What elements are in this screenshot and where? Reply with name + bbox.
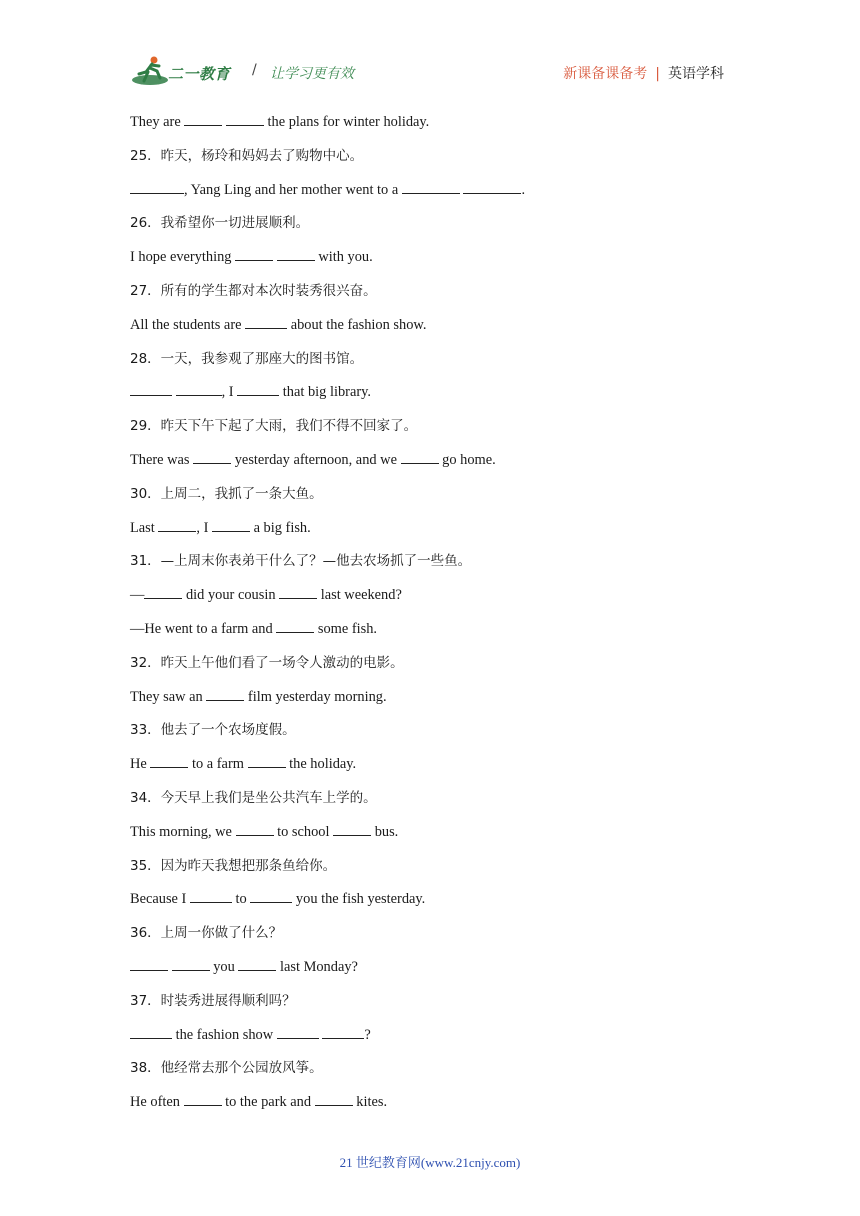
answer-blank[interactable] — [130, 381, 172, 396]
answer-blank[interactable] — [172, 956, 210, 971]
answer-sentence — [130, 581, 750, 615]
answer-blank[interactable] — [237, 381, 279, 396]
sentence-text: All the students are — [130, 316, 246, 333]
sentence-text: 28．一天，我参观了那座大的图书馆。 — [130, 350, 364, 367]
question-prompt — [130, 547, 750, 581]
question-prompt — [130, 649, 750, 683]
sentence-text: 34．今天早上我们是坐公共汽车上学的。 — [130, 789, 377, 806]
answer-blank[interactable] — [150, 753, 188, 768]
answer-sentence — [130, 378, 750, 412]
sentence-text: the plans for winter holiday. — [263, 114, 430, 130]
answer-blank[interactable] — [402, 179, 460, 194]
sentence-text: some fish. — [314, 620, 378, 637]
answer-blank[interactable] — [322, 1024, 364, 1039]
answer-blank[interactable] — [463, 179, 521, 194]
answer-blank[interactable] — [130, 956, 168, 971]
answer-blank[interactable] — [245, 314, 287, 329]
answer-sentence — [130, 176, 750, 210]
sentence-text: that big library. — [279, 384, 371, 401]
sentence-text: —He went to a farm and — [130, 620, 277, 637]
sentence-text: the fashion show — [172, 1026, 277, 1043]
sentence-text: Because I — [130, 891, 190, 908]
sentence-text: last Monday? — [276, 958, 358, 975]
answer-sentence — [130, 108, 750, 142]
sentence-text: 27．所有的学生都对本次时装秀很兴奋。 — [130, 282, 377, 299]
exercise-content — [130, 108, 750, 1122]
sentence-text: go home. — [438, 451, 496, 468]
sentence-text: 31．—上周末你表弟干什么了？—他去农场抓了一些鱼。 — [130, 553, 472, 570]
question-prompt — [130, 209, 750, 243]
header-slogan: 让学习更有效 — [270, 66, 354, 82]
question-prompt — [130, 852, 750, 886]
answer-sentence — [130, 1088, 750, 1122]
sentence-text: 35．因为昨天我想把那条鱼给你。 — [130, 857, 337, 874]
answer-sentence — [130, 446, 750, 480]
sentence-text: This morning, we — [130, 823, 236, 840]
answer-blank[interactable] — [176, 381, 222, 396]
answer-blank[interactable] — [193, 449, 231, 464]
sentence-text: last weekend? — [317, 587, 402, 604]
question-prompt — [130, 412, 750, 446]
sentence-text: , I — [221, 384, 238, 401]
sentence-text: the holiday. — [285, 756, 357, 773]
sentence-text: — — [130, 587, 145, 604]
sentence-text: They are — [130, 114, 185, 130]
answer-sentence — [130, 953, 750, 987]
answer-blank[interactable] — [315, 1091, 353, 1106]
answer-blank[interactable] — [333, 821, 371, 836]
sentence-text: 37．时装秀进展得顺利吗？ — [130, 992, 296, 1009]
header-slash: / — [252, 62, 257, 78]
question-prompt — [130, 345, 750, 379]
sentence-text: 25．昨天，杨玲和妈妈去了购物中心。 — [130, 147, 364, 164]
sentence-text: , Yang Ling and her mother went to a — [184, 181, 402, 198]
sentence-text: 26．我希望你一切进展顺利。 — [130, 215, 310, 232]
question-prompt — [130, 919, 750, 953]
answer-blank[interactable] — [236, 821, 274, 836]
header-right — [563, 63, 724, 83]
answer-sentence — [130, 885, 750, 919]
sentence-text: yesterday afternoon, and we — [231, 451, 401, 468]
sentence-text: I hope everything — [130, 249, 236, 266]
sentence-text: ? — [364, 1026, 371, 1043]
page-header — [130, 54, 730, 90]
answer-blank[interactable] — [277, 1024, 319, 1039]
header-subject: 英语学科 — [668, 66, 724, 82]
sentence-text: kites. — [352, 1094, 388, 1111]
answer-blank[interactable] — [279, 584, 317, 599]
answer-blank[interactable] — [248, 753, 286, 768]
answer-blank[interactable] — [401, 449, 439, 464]
answer-sentence — [130, 243, 750, 277]
header-course-label: 新课备课备考 — [563, 66, 648, 82]
answer-sentence — [130, 750, 750, 784]
answer-blank[interactable] — [130, 1024, 172, 1039]
answer-sentence — [130, 1021, 750, 1055]
brand-name: 二一教育 — [168, 65, 231, 83]
sentence-text: 33．他去了一个农场度假。 — [130, 722, 296, 739]
sentence-text: 38．他经常去那个公园放风筝。 — [130, 1060, 323, 1077]
sentence-text: 36．上周一你做了什么？ — [130, 925, 283, 942]
sentence-text: a big fish. — [249, 519, 311, 536]
sentence-text: about the fashion show. — [287, 316, 427, 333]
sentence-text: He often — [130, 1094, 184, 1111]
question-prompt — [130, 784, 750, 818]
sentence-text: Last — [130, 519, 159, 536]
sentence-text: . — [521, 181, 526, 198]
question-prompt — [130, 480, 750, 514]
sentence-text: 29．昨天下午下起了大雨，我们不得不回家了。 — [130, 418, 418, 435]
answer-blank[interactable] — [144, 584, 182, 599]
sentence-text: to a farm — [188, 756, 248, 773]
answer-blank[interactable] — [238, 956, 276, 971]
answer-blank[interactable] — [206, 686, 244, 701]
answer-blank[interactable] — [184, 1091, 222, 1106]
answer-blank[interactable] — [250, 888, 292, 903]
sentence-text: They saw an — [130, 688, 207, 705]
question-prompt — [130, 277, 750, 311]
answer-sentence — [130, 818, 750, 852]
answer-blank[interactable] — [235, 246, 273, 261]
answer-sentence — [130, 615, 750, 649]
sentence-text: film yesterday morning. — [244, 688, 387, 705]
sentence-text: with you. — [314, 249, 373, 266]
answer-blank[interactable] — [184, 111, 222, 126]
sentence-text: 30．上周二，我抓了一条大鱼。 — [130, 485, 323, 502]
question-prompt — [130, 987, 750, 1021]
sentence-text: He — [130, 756, 151, 773]
question-prompt — [130, 142, 750, 176]
header-separator: | — [655, 66, 660, 82]
sentence-text: to school — [273, 823, 334, 840]
sentence-text: to the park and — [221, 1094, 315, 1111]
answer-blank[interactable] — [158, 517, 196, 532]
sentence-text: There was — [130, 451, 194, 468]
sentence-text: to — [231, 891, 251, 908]
answer-blank[interactable] — [276, 618, 314, 633]
sentence-text: you — [209, 958, 239, 975]
answer-blank[interactable] — [190, 888, 232, 903]
question-prompt — [130, 716, 750, 750]
sentence-text: bus. — [371, 823, 399, 840]
sentence-text: , I — [196, 519, 212, 536]
answer-blank[interactable] — [226, 111, 264, 126]
answer-sentence — [130, 683, 750, 717]
question-prompt — [130, 1054, 750, 1088]
answer-blank[interactable] — [212, 517, 250, 532]
page-footer: 21 世纪教育网(www.21cnjy.com) — [339, 1155, 521, 1170]
answer-blank[interactable] — [130, 179, 184, 194]
answer-sentence — [130, 311, 750, 345]
sentence-text: you the fish yesterday. — [292, 891, 426, 908]
sentence-text: did your cousin — [182, 587, 280, 604]
answer-blank[interactable] — [277, 246, 315, 261]
answer-sentence — [130, 514, 750, 548]
sentence-text: 32．昨天上午他们看了一场令人激动的电影。 — [130, 654, 404, 671]
